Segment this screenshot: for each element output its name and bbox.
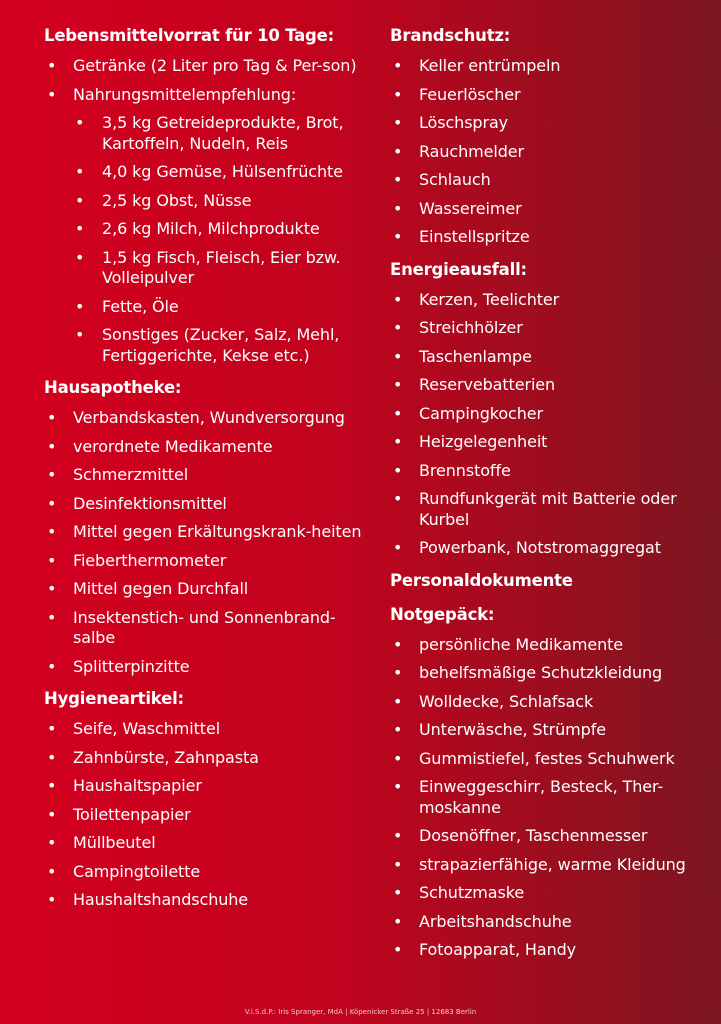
list-item: • Reservebatterien	[390, 375, 710, 396]
list-item: • Feuerlöscher	[390, 85, 710, 106]
sublist-item: • 3,5 kg Getreideprodukte, Brot, Kartoffeln, Nudeln, Reis	[72, 113, 374, 154]
list-item: • Kerzen, Teelichter	[390, 290, 710, 311]
list-item: • Insektenstich- und Sonnenbrand-salbe	[44, 608, 374, 649]
list-item: • Unterwäsche, Strümpfe	[390, 720, 710, 741]
section-title-lebensmittelvorrat: Lebensmittelvorrat für 10 Tage:	[44, 26, 335, 45]
list-item: • Mittel gegen Erkältungskrank-heiten	[44, 522, 374, 543]
list-item: • Nahrungsmittelempfehlung:	[44, 85, 374, 106]
sublist-item: • Sonstiges (Zucker, Salz, Mehl, Fertiggerichte, Kekse etc.)	[72, 325, 374, 366]
imprint-footer: V.i.S.d.P.: Iris Spranger, MdA | Köpenicker Straße 25 | 12683 Berlin	[244, 1008, 477, 1016]
list-item: • Mittel gegen Durchfall	[44, 579, 374, 600]
list-item: • Powerbank, Notstromaggregat	[390, 538, 710, 559]
list-item: • Rundfunkgerät mit Batterie oder Kurbel	[390, 489, 710, 530]
sublist-item: • 2,6 kg Milch, Milchprodukte	[72, 219, 374, 240]
sublist-nahrungsmittel	[72, 113, 374, 366]
section-title-personaldokumente: Personaldokumente	[390, 570, 573, 590]
list-notgepaeck	[390, 635, 710, 961]
list-hygieneartikel	[44, 719, 374, 911]
list-hausapotheke	[44, 408, 374, 677]
sublist-item: • 1,5 kg Fisch, Fleisch, Eier bzw. Volleipulver	[72, 248, 374, 289]
list-item: • Heizgelegenheit	[390, 432, 710, 453]
list-brandschutz	[390, 56, 710, 248]
list-item: • Wassereimer	[390, 199, 710, 220]
section-title-hygieneartikel: Hygieneartikel:	[44, 689, 184, 708]
section-title-energieausfall: Energieausfall:	[390, 259, 527, 279]
section-title-brandschutz: Brandschutz:	[390, 26, 511, 45]
list-item: • Verbandskasten, Wundversorgung	[44, 408, 374, 429]
list-item: • Einstellspritze	[390, 227, 710, 248]
sublist-item: • 2,5 kg Obst, Nüsse	[72, 191, 374, 212]
list-item: • Zahnbürste, Zahnpasta	[44, 748, 374, 769]
list-item: • Wolldecke, Schlafsack	[390, 692, 710, 713]
list-item: • Fotoapparat, Handy	[390, 940, 710, 961]
nested-list-wrap	[44, 113, 374, 366]
section-title-notgepaeck: Notgepäck:	[390, 604, 495, 624]
sublist-item: • 4,0 kg Gemüse, Hülsenfrüchte	[72, 162, 374, 183]
list-energieausfall	[390, 290, 710, 559]
list-item: • Löschspray	[390, 113, 710, 134]
list-item: • Toilettenpapier	[44, 805, 374, 826]
list-item: • Fieberthermometer	[44, 551, 374, 572]
list-item: • Schmerzmittel	[44, 465, 374, 486]
list-item: • Seife, Waschmittel	[44, 719, 374, 740]
list-item: • Schutzmaske	[390, 883, 710, 904]
list-item: • Arbeitshandschuhe	[390, 912, 710, 933]
list-item: • Schlauch	[390, 170, 710, 191]
right-column	[390, 24, 710, 961]
list-item: • Splitterpinzitte	[44, 657, 374, 678]
list-item: • behelfsmäßige Schutzkleidung	[390, 663, 710, 684]
list-item: • Keller entrümpeln	[390, 56, 710, 77]
list-item: • Taschenlampe	[390, 347, 710, 368]
list-item: • verordnete Medikamente	[44, 437, 374, 458]
section-title-hausapotheke: Hausapotheke:	[44, 378, 182, 397]
list-item: • Campingtoilette	[44, 862, 374, 883]
sublist-item: • Fette, Öle	[72, 297, 374, 318]
list-item: • Campingkocher	[390, 404, 710, 425]
list-item: • Haushaltspapier	[44, 776, 374, 797]
list-item: • Einweggeschirr, Besteck, Ther-moskanne	[390, 777, 710, 818]
list-item: • Streichhölzer	[390, 318, 710, 339]
list-lebensmittelvorrat	[44, 56, 374, 105]
list-item: • Brennstoffe	[390, 461, 710, 482]
list-item: • Haushaltshandschuhe	[44, 890, 374, 911]
list-item: • Desinfektionsmittel	[44, 494, 374, 515]
list-item: • strapazierfähige, warme Kleidung	[390, 855, 710, 876]
list-item: • Getränke (2 Liter pro Tag & Per-son)	[44, 56, 374, 77]
list-item: • Gummistiefel, festes Schuhwerk	[390, 749, 710, 770]
list-item: • Müllbeutel	[44, 833, 374, 854]
list-item: • persönliche Medikamente	[390, 635, 710, 656]
list-item: • Rauchmelder	[390, 142, 710, 163]
left-column	[44, 24, 374, 911]
list-item: • Dosenöffner, Taschenmesser	[390, 826, 710, 847]
